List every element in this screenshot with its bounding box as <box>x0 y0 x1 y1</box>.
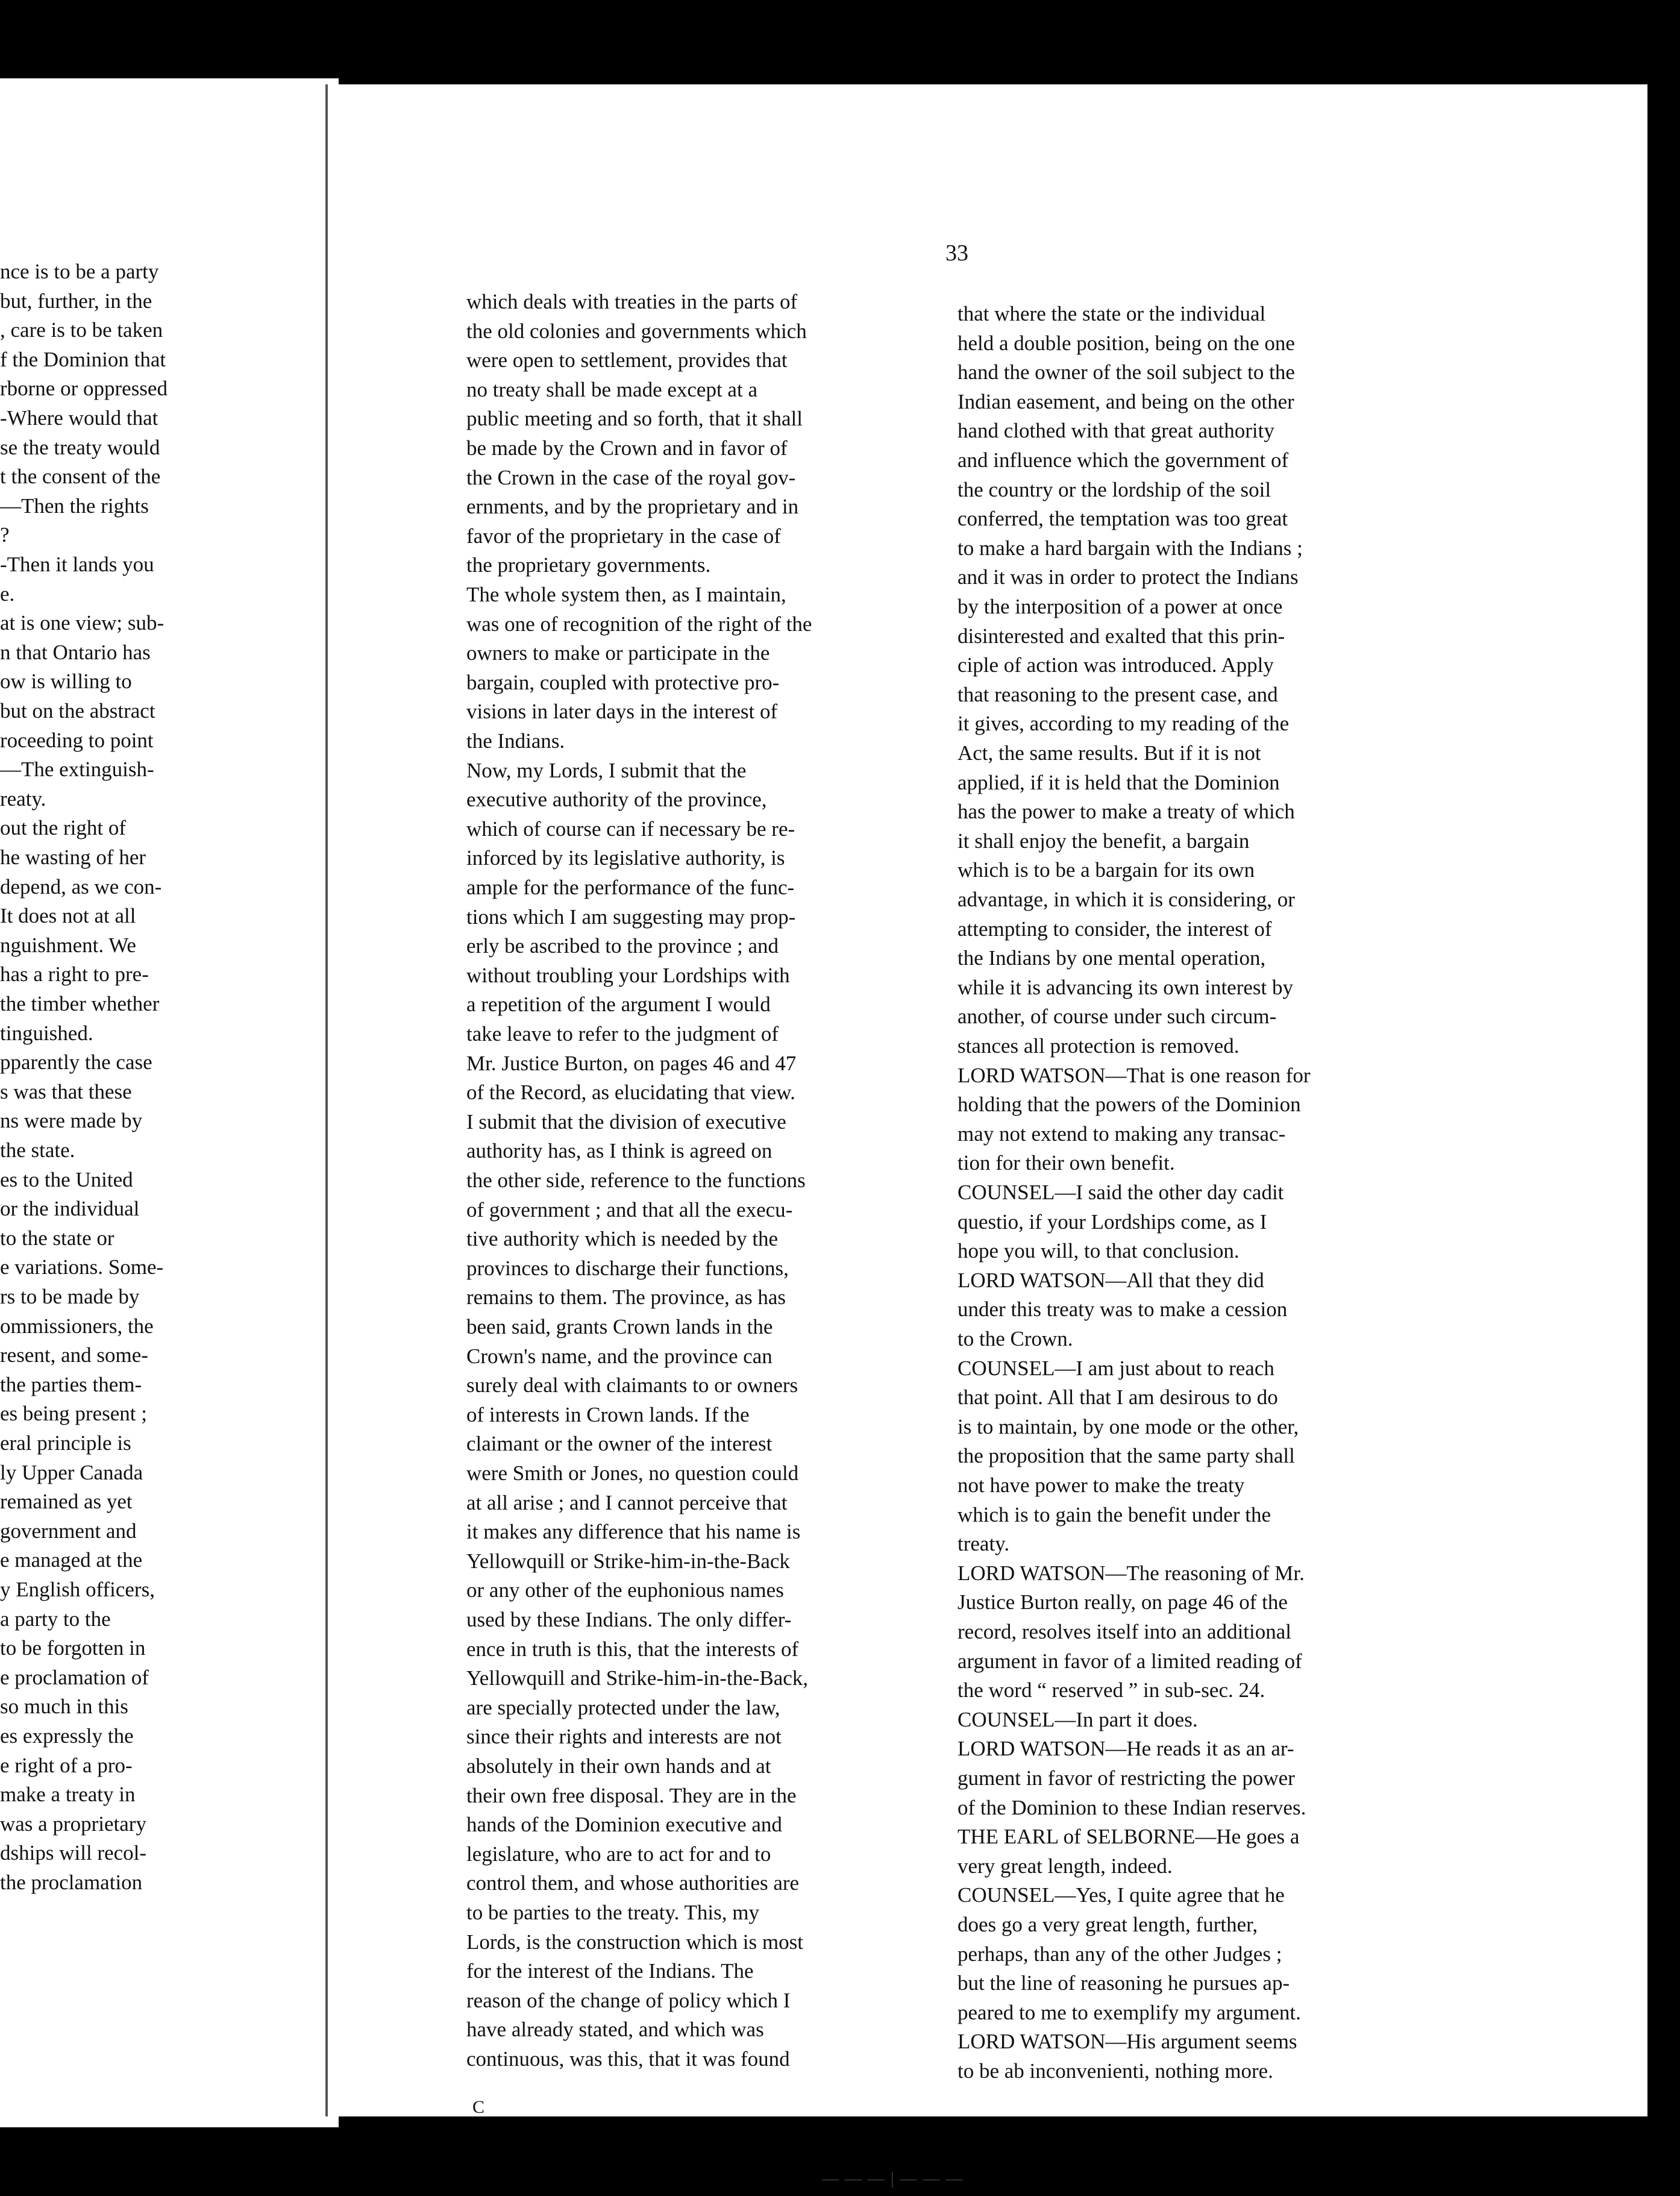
middle-text-line: I submit that the division of executive <box>466 1109 786 1134</box>
left-text-line: make a treaty in <box>0 1783 136 1807</box>
middle-text-line: were open to settlement, provides that <box>466 348 788 372</box>
middle-text-line: were Smith or Jones, no question could <box>466 1461 799 1485</box>
right-text-line: not have power to make the treaty <box>958 1473 1245 1497</box>
left-text-line: but, further, in the <box>0 289 152 313</box>
left-text-line: , care is to be taken <box>0 318 163 342</box>
left-text-line: e proclamation of <box>0 1665 149 1689</box>
middle-text-line: ernments, and by the proprietary and in <box>466 495 799 519</box>
right-text-line: conferred, the temptation was too great <box>958 507 1288 531</box>
left-text-line: es expressly the <box>0 1724 134 1748</box>
left-text-line: depend, as we con- <box>0 874 162 899</box>
left-text-line: e. <box>0 582 15 606</box>
left-text-line: ommissioners, the <box>0 1314 154 1338</box>
right-text-line: holding that the powers of the Dominion <box>958 1093 1301 1117</box>
right-text-line: that reasoning to the present case, and <box>958 682 1278 706</box>
right-text-line: LORD WATSON—That is one reason for <box>958 1063 1311 1087</box>
middle-text-line: of the Record, as elucidating that view. <box>466 1081 795 1105</box>
right-text-line: to make a hard bargain with the Indians ; <box>958 536 1303 560</box>
left-text-line: reaty. <box>0 786 46 811</box>
right-text-line: it shall enjoy the benefit, a bargain <box>958 829 1250 853</box>
left-text-line: —Then the rights <box>0 494 149 518</box>
middle-text-line: bargain, coupled with protective pro- <box>466 670 780 694</box>
left-text-line: so much in this <box>0 1695 128 1719</box>
middle-text-line: the other side, reference to the functions <box>466 1169 806 1192</box>
middle-text-line: which of course can if necessary be re- <box>466 817 795 841</box>
left-text-line: roceeding to point <box>0 728 154 752</box>
left-text-line: the state. <box>0 1138 75 1162</box>
left-text-line: was a proprietary <box>0 1812 146 1836</box>
middle-text-line: it makes any difference that his name is <box>466 1520 801 1544</box>
middle-text-line: owners to make or participate in the <box>466 641 770 665</box>
middle-text-line: the old colonies and governments which <box>466 319 807 343</box>
left-text-line: es to the United <box>0 1167 133 1191</box>
right-text-line: questio, if your Lordships come, as I <box>958 1209 1267 1234</box>
right-text-line: LORD WATSON—All that they did <box>958 1268 1264 1292</box>
middle-text-line: no treaty shall be made except at a <box>466 377 757 401</box>
left-text-line: es being present ; <box>0 1402 147 1426</box>
middle-text-line: executive authority of the province, <box>466 788 767 812</box>
left-text-line: —The extinguish- <box>0 758 154 782</box>
left-text-line: pparently the case <box>0 1050 152 1074</box>
left-text-line: but on the abstract <box>0 699 155 723</box>
middle-text-line: of interests in Crown lands. If the <box>466 1402 750 1426</box>
middle-text-line: continuous, was this, that it was found <box>466 2047 790 2071</box>
right-text-line: the proposition that the same party shall <box>958 1444 1295 1468</box>
right-text-line: but the line of reasoning he pursues ap- <box>958 1971 1290 1995</box>
left-text-line: nguishment. We <box>0 933 136 957</box>
left-text-line: or the individual <box>0 1197 140 1221</box>
page-number: 33 <box>945 240 968 266</box>
right-text-line: while it is advancing its own interest by <box>958 975 1293 999</box>
left-text-line: the timber whether <box>0 992 160 1015</box>
left-text-line: ly Upper Canada <box>0 1460 143 1484</box>
middle-text-line: used by these Indians. The only differ- <box>466 1608 792 1631</box>
right-text-line: does go a very great length, further, <box>958 1913 1258 1936</box>
right-text-line: the Indians by one mental operation, <box>958 946 1266 970</box>
right-text-line: COUNSEL—I am just about to reach <box>958 1356 1274 1380</box>
left-text-line: rs to be made by <box>0 1285 140 1308</box>
left-text-line: -Then it lands you <box>0 553 154 576</box>
middle-text-line: are specially protected under the law, <box>466 1695 780 1719</box>
middle-text-line: absolutely in their own hands and at <box>466 1754 771 1778</box>
right-text-line: hand the owner of the soil subject to the <box>958 360 1295 384</box>
left-text-line: y English officers, <box>0 1578 155 1601</box>
left-text-line: the parties them- <box>0 1372 142 1396</box>
right-text-line: to the Crown. <box>958 1327 1073 1351</box>
right-text-line: is to maintain, by one mode or the other, <box>958 1414 1299 1438</box>
right-text-line: record, resolves itself into an additional <box>958 1620 1292 1643</box>
left-text-line: se the treaty would <box>0 435 160 459</box>
left-text-line: e managed at the <box>0 1548 143 1572</box>
left-text-line: at is one view; sub- <box>0 611 165 635</box>
left-text-line: he wasting of her <box>0 845 146 869</box>
left-text-line: to the state or <box>0 1226 114 1250</box>
left-text-line: eral principle is <box>0 1431 131 1455</box>
middle-text-line: ample for the performance of the func- <box>466 876 795 899</box>
right-text-line: disinterested and exalted that this prin- <box>958 624 1285 648</box>
middle-text-line: without troubling your Lordships with <box>466 963 790 987</box>
left-text-line: s was that these <box>0 1079 132 1103</box>
right-text-line: peared to me to exemplify my argument. <box>958 2000 1301 2024</box>
middle-text-line: remains to them. The province, as has <box>466 1285 786 1310</box>
middle-text-line: the Indians. <box>466 729 565 753</box>
right-text-line: argument in favor of a limited reading of <box>958 1649 1302 1673</box>
right-text-line: perhaps, than any of the other Judges ; <box>958 1942 1282 1966</box>
right-text-line: Indian easement, and being on the other <box>958 389 1294 413</box>
right-text-line: COUNSEL—In part it does. <box>958 1707 1198 1731</box>
left-text-line: It does not at all <box>0 904 136 928</box>
left-text-line: ow is willing to <box>0 670 132 694</box>
right-text-line: applied, if it is held that the Dominion <box>958 770 1280 794</box>
middle-text-line: a repetition of the argument I would <box>466 993 771 1017</box>
middle-text-line: their own free disposal. They are in the <box>466 1783 797 1807</box>
right-text-line: tion for their own benefit. <box>958 1151 1175 1175</box>
left-text-line: ns were made by <box>0 1109 143 1133</box>
left-text-line: to be forgotten in <box>0 1636 146 1660</box>
right-text-line: may not extend to making any transac- <box>958 1122 1286 1146</box>
middle-text-line: tions which I am suggesting may prop- <box>466 905 796 929</box>
right-text-line: and it was in order to protect the Indians <box>958 565 1299 589</box>
right-text-line: held a double position, being on the one <box>958 331 1295 355</box>
middle-text-line: Mr. Justice Burton, on pages 46 and 47 <box>466 1051 797 1075</box>
middle-text-line: to be parties to the treaty. This, my <box>466 1901 760 1924</box>
left-page <box>0 78 339 2127</box>
right-text-line: by the interposition of a power at once <box>958 595 1283 618</box>
right-text-line: to be ab inconvenienti, nothing more. <box>958 2059 1273 2083</box>
right-text-line: ciple of action was introduced. Apply <box>958 653 1274 677</box>
left-text-line: out the right of <box>0 816 126 840</box>
right-text-line: LORD WATSON—The reasoning of Mr. <box>958 1561 1305 1585</box>
middle-text-line: tive authority which is needed by the <box>466 1227 779 1251</box>
left-text-line: -Where would that <box>0 406 158 430</box>
right-text-line: of the Dominion to these Indian reserves. <box>958 1795 1306 1819</box>
middle-text-line: public meeting and so forth, that it shall <box>466 407 803 431</box>
left-text-line: n that Ontario has <box>0 640 151 664</box>
middle-text-line: was one of recognition of the right of the <box>466 612 812 636</box>
left-text-line: the proclamation <box>0 1871 143 1894</box>
middle-text-line: Yellowquill or Strike-him-in-the-Back <box>466 1549 790 1573</box>
middle-text-line: since their rights and interests are not <box>466 1725 782 1749</box>
right-text-line: COUNSEL—I said the other day cadit <box>958 1181 1284 1204</box>
left-text-line: e right of a pro- <box>0 1753 133 1777</box>
right-text-line: has the power to make a treaty of which <box>958 800 1295 824</box>
middle-text-line: for the interest of the Indians. The <box>466 1959 754 1983</box>
scan-footer-marks: ———|——— <box>822 2169 969 2188</box>
left-text-line: t the consent of the <box>0 465 161 489</box>
middle-text-line: or any other of the euphonious names <box>466 1578 784 1602</box>
left-text-line: tinguished. <box>0 1021 93 1045</box>
middle-text-line: The whole system then, as I maintain, <box>466 583 786 606</box>
right-text-line: LORD WATSON—He reads it as an ar- <box>958 1737 1294 1761</box>
signature-mark: C <box>472 2097 485 2117</box>
right-text-line: the word “ reserved ” in sub-sec. 24. <box>958 1678 1265 1702</box>
right-page <box>325 84 1647 2188</box>
right-text-line: advantage, in which it is considering, or <box>958 888 1295 911</box>
right-text-line: which is to gain the benefit under the <box>958 1502 1271 1526</box>
left-text-line: government and <box>0 1519 137 1543</box>
middle-text-line: take leave to refer to the judgment of <box>466 1022 779 1046</box>
right-text-line: and influence which the government of <box>958 448 1289 472</box>
right-text-line: that where the state or the individual <box>958 302 1266 325</box>
middle-text-line: the proprietary governments. <box>466 553 711 577</box>
middle-text-line: at all arise ; and I cannot perceive that <box>466 1490 788 1514</box>
right-text-line: Act, the same results. But if it is not <box>958 741 1261 765</box>
middle-text-line: ence in truth is this, that the interests of <box>466 1637 799 1661</box>
middle-text-line: been said, grants Crown lands in the <box>466 1315 773 1338</box>
middle-text-line: control them, and whose authorities are <box>466 1871 800 1895</box>
right-text-line: hope you will, to that conclusion. <box>958 1239 1240 1263</box>
right-text-line: gument in favor of restricting the power <box>958 1766 1295 1790</box>
left-text-line: resent, and some- <box>0 1343 148 1367</box>
middle-text-line: surely deal with claimants to or owners <box>466 1373 798 1398</box>
right-text-line: very great length, indeed. <box>958 1854 1173 1878</box>
middle-text-line: hands of the Dominion executive and <box>466 1813 782 1837</box>
right-text-line: another, of course under such circum- <box>958 1005 1277 1029</box>
right-text-line: attempting to consider, the interest of <box>958 917 1272 941</box>
middle-text-line: which deals with treaties in the parts of <box>466 290 798 313</box>
right-text-line: treaty. <box>958 1532 1010 1556</box>
middle-text-line: claimant or the owner of the interest <box>466 1432 773 1456</box>
right-text-line: that point. All that I am desirous to do <box>958 1385 1278 1410</box>
right-text-line: it gives, according to my reading of the <box>958 712 1290 736</box>
middle-text-line: Now, my Lords, I submit that the <box>466 758 747 782</box>
right-text-line: LORD WATSON—His argument seems <box>958 2030 1297 2054</box>
right-text-line: hand clothed with that great authority <box>958 419 1274 443</box>
middle-text-line: erly be ascribed to the province ; and <box>466 934 779 958</box>
middle-text-line: visions in later days in the interest of <box>466 700 778 724</box>
middle-text-line: be made by the Crown and in favor of <box>466 436 788 460</box>
middle-text-line: of government ; and that all the execu- <box>466 1197 793 1222</box>
left-text-line: a party to the <box>0 1607 111 1631</box>
left-text-line: ? <box>0 523 10 547</box>
middle-text-line: Crown's name, and the province can <box>466 1344 773 1368</box>
left-text-line: has a right to pre- <box>0 962 149 987</box>
middle-text-line: authority has, as I think is agreed on <box>466 1139 773 1163</box>
left-text-line: remained as yet <box>0 1490 133 1514</box>
middle-text-line: Yellowquill and Strike-him-in-the-Back, <box>466 1666 809 1690</box>
right-text-line: the country or the lordship of the soil <box>958 477 1271 501</box>
middle-text-line: inforced by its legislative authority, is <box>466 846 785 870</box>
left-text-line: dships will recol- <box>0 1841 147 1865</box>
middle-text-line: reason of the change of policy which I <box>466 1988 791 2012</box>
left-text-line: rborne or oppressed <box>0 377 168 401</box>
right-text-line: stances all protection is removed. <box>958 1034 1240 1058</box>
left-text-line: nce is to be a party <box>0 260 159 283</box>
middle-text-line: favor of the proprietary in the case of <box>466 524 781 548</box>
middle-text-line: the Crown in the case of the royal gov- <box>466 465 796 489</box>
middle-text-line: legislature, who are to act for and to <box>466 1842 771 1866</box>
middle-text-line: provinces to discharge their functions, <box>466 1256 789 1280</box>
middle-text-line: have already stated, and which was <box>466 2018 764 2042</box>
middle-text-line: Lords, is the construction which is most <box>466 1930 803 1954</box>
right-text-line: THE EARL of SELBORNE—He goes a <box>958 1825 1300 1849</box>
right-text-line: under this treaty was to make a cession <box>958 1297 1288 1322</box>
left-text-line: e variations. Some- <box>0 1255 164 1279</box>
right-text-line: Justice Burton really, on page 46 of the <box>958 1590 1288 1614</box>
left-text-line: f the Dominion that <box>0 347 166 371</box>
right-text-line: which is to be a bargain for its own <box>958 858 1255 882</box>
right-text-line: COUNSEL—Yes, I quite agree that he <box>958 1883 1285 1907</box>
